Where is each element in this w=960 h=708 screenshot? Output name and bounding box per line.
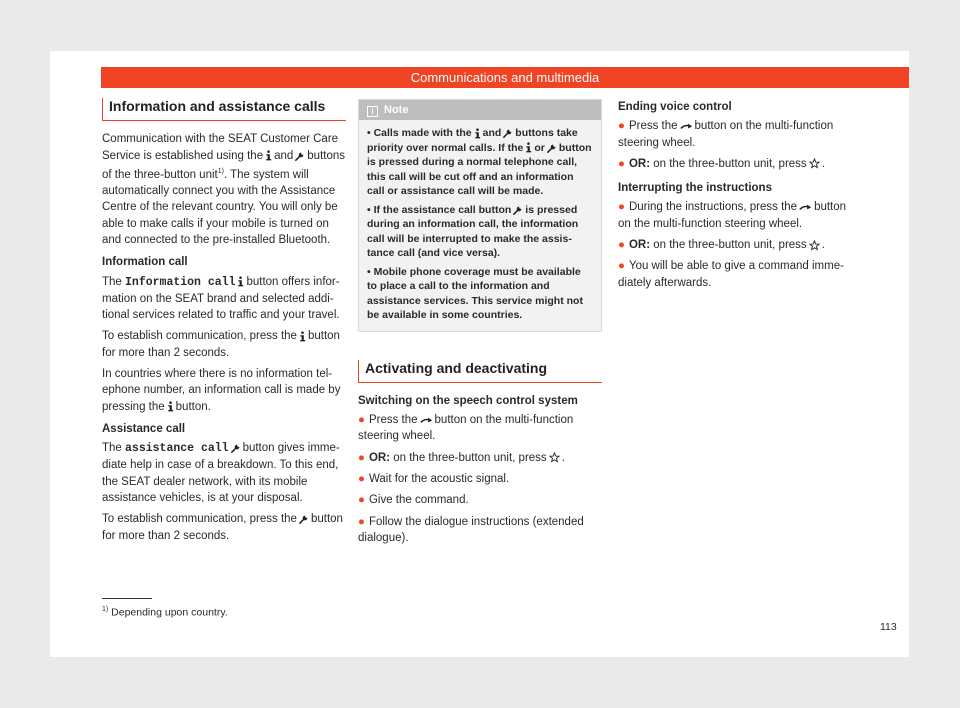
information-call-heading: Information call — [102, 256, 188, 269]
section-title-activating: Activating and deactivating — [358, 360, 602, 383]
star-icon — [809, 158, 820, 169]
column-middle — [358, 99, 602, 551]
list-item: ● OR: on the three-button unit, press . — [618, 239, 825, 252]
information-call-press: To establish communication, press the button for more than 2 seconds. — [102, 330, 340, 359]
wrench-icon — [503, 128, 513, 138]
footnote: $^{1)}$ Depending upon country. — [102, 606, 228, 619]
note-box — [358, 99, 602, 332]
wrench-icon — [513, 205, 523, 215]
list-item: ● During the instructions, press the button on the multi-function steering wheel. — [618, 201, 847, 230]
info-icon — [525, 142, 532, 153]
list-item: ● OR: on the three-button unit, press . — [358, 451, 565, 464]
footnote-divider — [102, 598, 152, 599]
section-title-information-assistance: Information and assistance calls — [102, 98, 346, 121]
voice-control-icon — [799, 202, 812, 212]
wrench-icon — [295, 151, 305, 161]
manual-page — [50, 51, 909, 657]
list-item: ● You will be able to give a command immediately afterwards. — [618, 260, 844, 289]
info-icon — [265, 150, 272, 161]
footnote-ref: 1) — [217, 167, 224, 175]
wrench-icon — [547, 143, 557, 153]
note-header: i Note — [359, 100, 601, 120]
star-icon — [549, 452, 560, 463]
information-call-paragraph: The Information call button offers information on the SEAT brand and selected additional services related to traffic and your travel. — [102, 275, 340, 322]
list-item: ● OR: on the three-button unit, press . — [618, 157, 825, 170]
assistance-call-paragraph: The assistance call button gives immediate help in case of a breakdown. To this end, the SEAT dealer network, with its mobile assistance vehicles, is at your disposal. — [102, 442, 340, 505]
list-item: ● Wait for the acoustic signal. — [358, 472, 510, 485]
note-item: • Calls made with the and buttons take priority over normal calls. If the or button is pressed during a normal telephone call, this call will be cut off and an information call or assistance call will be made. — [367, 127, 592, 197]
voice-control-icon — [680, 121, 693, 131]
note-icon: i — [367, 106, 378, 117]
page-number: 113 — [880, 621, 897, 633]
note-item: • If the assistance call button is pressed during an information call, the information call will be interrupted to make the assistance call (and vice versa). — [367, 203, 579, 259]
list-item: ● Press the button on the multi-function steering wheel. — [358, 414, 574, 443]
list-item: ● Press the button on the multi-function steering wheel. — [618, 120, 834, 149]
wrench-icon — [231, 443, 241, 453]
info-icon — [167, 401, 174, 412]
page-header: Communications and multimedia — [101, 67, 909, 88]
column-right — [618, 99, 862, 296]
wrench-icon — [299, 514, 309, 524]
information-call-countries: In countries where there is no information telephone number, an information call is made by pressing the button. — [102, 367, 341, 413]
column-left — [102, 98, 346, 549]
voice-control-icon — [420, 415, 433, 425]
list-item: ● Follow the dialogue instructions (extended dialogue). — [358, 515, 584, 544]
switching-on-heading: Switching on the speech control system — [358, 394, 578, 407]
info-icon — [237, 276, 244, 287]
info-icon — [299, 331, 306, 342]
intro-paragraph: Communication with the SEAT Customer Care Service is established using the and buttons of the three-button unit$^{1)}$. The system will automatically connect you with the Assistance Centre of the relevant country. You will only be able to make calls if your mobile is turned on and connected to the pre-installed Bluetooth. — [102, 133, 346, 246]
star-icon — [809, 240, 820, 251]
ending-voice-control-heading: Ending voice control — [618, 101, 732, 113]
info-icon — [474, 128, 481, 139]
assistance-call-press: To establish communication, press the button for more than 2 seconds. — [102, 513, 343, 542]
list-item: ● Give the command. — [358, 494, 469, 507]
assistance-call-heading: Assistance call — [102, 422, 186, 435]
note-item: • Mobile phone coverage must be available to place a call to the information and assistance services. This service might not be available in some countries. — [367, 265, 583, 321]
interrupting-heading: Interrupting the instructions — [618, 182, 772, 195]
